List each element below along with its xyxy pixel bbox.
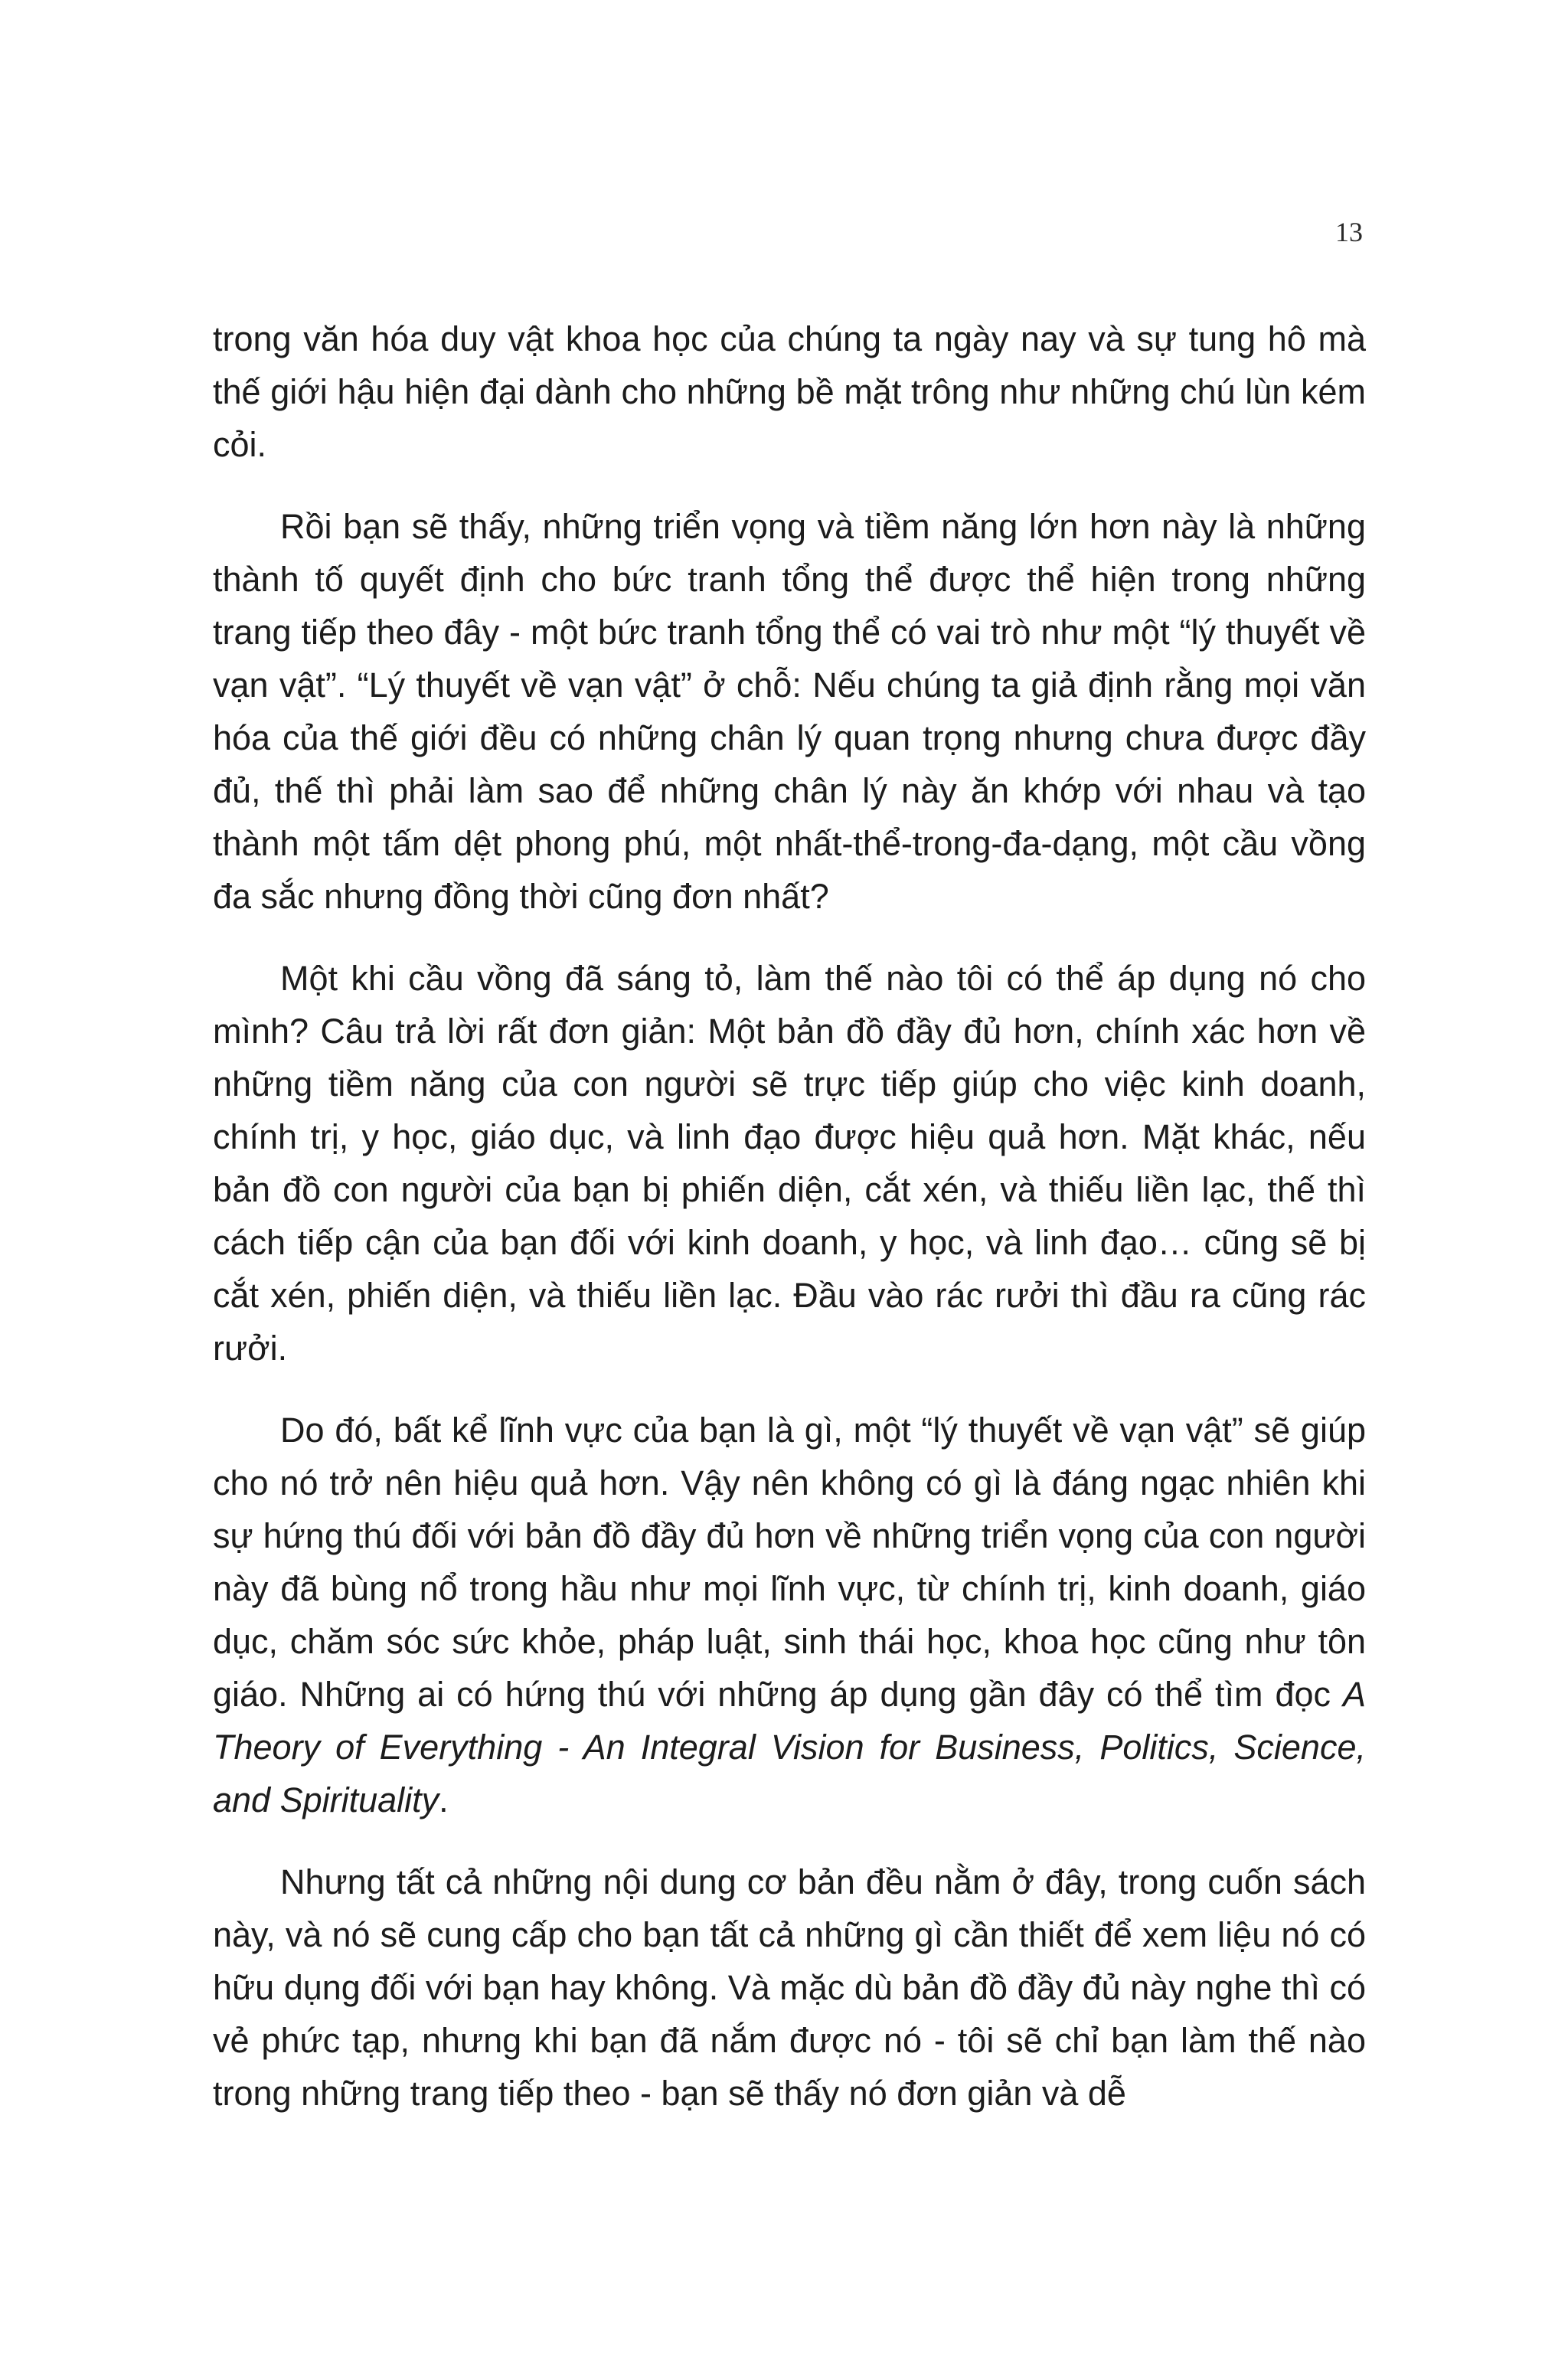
book-title: A Theory of Everything - An Integral Vision for Business, Politics, Science, and Spirituality xyxy=(213,1675,1366,1819)
paragraph-2: Rồi bạn sẽ thấy, những triển vọng và tiềm năng lớn hơn này là những thành tố quyết định cho bức tranh tổng thể được thể hiện trong những trang tiếp theo đây - một bức tranh tổng thể có vai trò như một “lý thuyết về vạn vật”. “Lý thuyết về vạn vật” ở chỗ: Nếu chúng ta giả định rằng mọi văn hóa của thế giới đều có những chân lý quan trọng nhưng chưa được đầy đủ, thế thì phải làm sao để những chân lý này ăn khớp với nhau và tạo thành một tấm dệt phong phú, một nhất-thể-trong-đa-dạng, một cầu vồng đa sắc nhưng đồng thời cũng đơn nhất? xyxy=(213,507,1366,916)
paragraph-4-text: Do đó, bất kể lĩnh vực của bạn là gì, một “lý thuyết về vạn vật” sẽ giúp cho nó trở nên hiệu quả hơn. Vậy nên không có gì là đáng ngạc nhiên khi sự hứng thú đối với bản đồ đầy đủ hơn về những triển vọng của con người này đã bùng nổ trong hầu như mọi lĩnh vực, từ chính trị, kinh doanh, giáo dục, chăm sóc sức khỏe, pháp luật, sinh thái học, khoa học cũng như tôn giáo. Những ai có hứng thú với những áp dụng gần đây có thể tìm đọc xyxy=(213,1411,1366,1714)
page-number: 13 xyxy=(1335,217,1363,247)
paragraph-5: Nhưng tất cả những nội dung cơ bản đều nằm ở đây, trong cuốn sách này, và nó sẽ cung cấp cho bạn tất cả những gì cần thiết để xem liệu nó có hữu dụng đối với bạn hay không. Và mặc dù bản đồ đầy đủ này nghe thì có vẻ phức tạp, nhưng khi bạn đã nắm được nó - tôi sẽ chỉ bạn làm thế nào trong những trang tiếp theo - bạn sẽ thấy nó đơn giản và dễ xyxy=(213,1862,1366,2113)
paragraph-1: trong văn hóa duy vật khoa học của chúng ta ngày nay và sự tung hô mà thế giới hậu hiện đại dành cho những bề mặt trông như những chú lùn kém cỏi. xyxy=(213,319,1366,464)
body-text xyxy=(213,312,1366,2149)
paragraph-4-end: . xyxy=(439,1780,449,1819)
paragraph-4 xyxy=(213,1404,1366,1826)
paragraph-3: Một khi cầu vồng đã sáng tỏ, làm thế nào tôi có thể áp dụng nó cho mình? Câu trả lời rất đơn giản: Một bản đồ đầy đủ hơn, chính xác hơn về những tiềm năng của con người sẽ trực tiếp giúp cho việc kinh doanh, chính trị, y học, giáo dục, và linh đạo được hiệu quả hơn. Mặt khác, nếu bản đồ con người của bạn bị phiến diện, cắt xén, và thiếu liền lạc, thế thì cách tiếp cận của bạn đối với kinh doanh, y học, và linh đạo… cũng sẽ bị cắt xén, phiến diện, và thiếu liền lạc. Đầu vào rác rưởi thì đầu ra cũng rác rưởi. xyxy=(213,959,1366,1368)
